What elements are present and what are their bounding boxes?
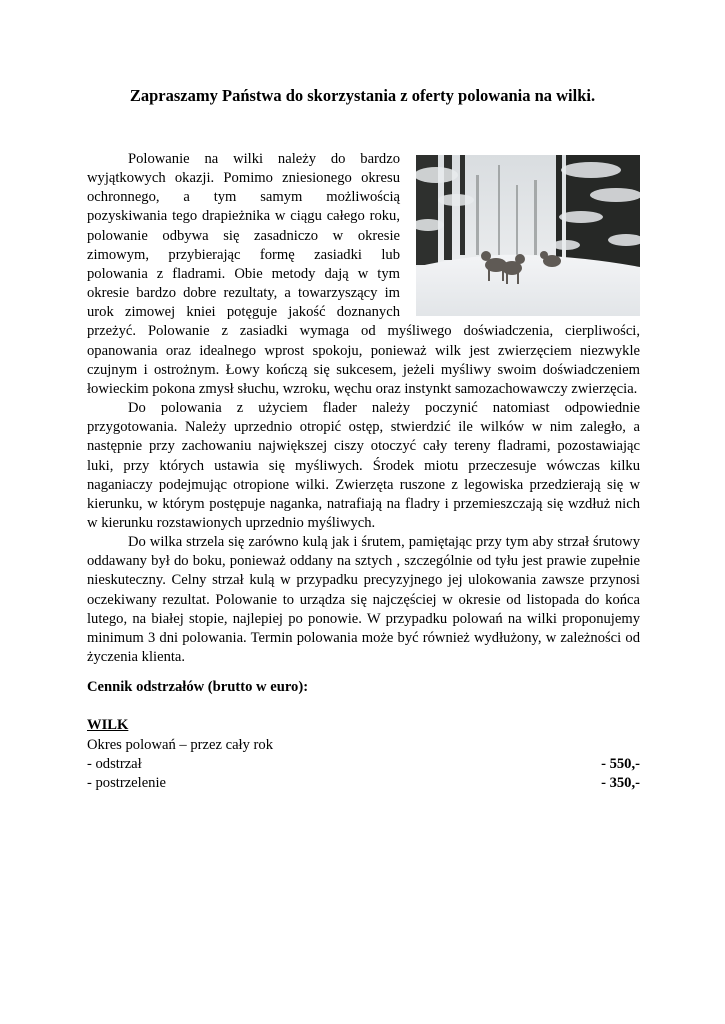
wolves-in-snowy-forest-photo [416, 155, 640, 316]
article-body [87, 150, 640, 793]
paragraph-shooting: Do wilka strzela się zarówno kulą jak i śrutem, pamiętając przy tym aby strzał śrutowy oddawany był do boku, ponieważ oddany na sztych , szczególnie od tyłu jest prawie zupełnie nieskuteczny. Celny strzał kulą w przypadku precyzyjnego jej ulokowania zawsze przynosi oczekiwany rezultat. Polowanie to urządza się najczęściej w okresie od listopada do końca lutego, na białej stopie, najlepiej po ponowie. W przypadku polowań na wilki proponujemy minimum 3 dni polowania. Termin polowania może być również wydłużony, w zależności od życzenia klienta. [87, 534, 640, 666]
pricing-season: Okres polowań – przez cały rok [87, 736, 273, 753]
pricing-heading: Cennik odstrzałów (brutto w euro): [87, 679, 309, 696]
price-label: - odstrzał [87, 755, 142, 772]
pricing-category: WILK [87, 717, 129, 734]
paragraph-intro: Polowanie na wilki należy do bardzo wyjątkowych okazji. Pomimo zniesionego okresu ochronnego, a tym samym możliwością pozyskiwania tego drapieżnika w ciągu całego roku, polowanie odbywa się zasadniczo w okresie zimowym, przybierając formę zasiadki lub polowania z fladrami. Obie metody dają w tym okresie bardzo dobre rezultaty, a towarzyszący im urok zimowej kniei potęguje jakość doznanych przeżyć. Polowanie z zasiadki wymaga od myśliwego doświadczenia, cierpliwości, opanowania oraz idealnego wprost spokoju, ponieważ wilk jest zwierzęciem niezwykle czujnym i ostrożnym. Łowy kończą się sukcesem, jeżeli myśliwy swoim doświadczeniem łowieckim pokona zmysł słuchu, wzroku, węchu oraz instynkt samozachowawczy zwierzęcia. [87, 151, 640, 397]
page-title: Zapraszamy Państwa do skorzystania z oferty polowania na wilki. [129, 86, 596, 105]
price-row-postrzelenie [87, 774, 640, 793]
price-row-odstrzal [87, 755, 640, 774]
price-value: - 350,- [601, 774, 640, 791]
price-label: - postrzelenie [87, 774, 167, 791]
price-value: - 550,- [601, 755, 640, 772]
paragraph-fladry: Do polowania z użyciem flader należy poczynić natomiast odpowiednie przygotowania. Należy uprzednio otropić ostęp, stwierdzić ile wilków w nim zaległo, a następnie przy zachowaniu największej ciszy otoczyć cały tereny fladrami, pozostawiając luki, przy których ustawia się myśliwych. Środek miotu przeczesuje wówczas kilku naganiaczy podejmując otropione wilki. Zwierzęta ruszone z legowiska przedzierają się w kierunku, w którym postępuje naganka, natrafiają na fladry i przemieszczają się wzdłuż nich w kierunku rozstawionych uprzednio myśliwych. [87, 400, 640, 531]
